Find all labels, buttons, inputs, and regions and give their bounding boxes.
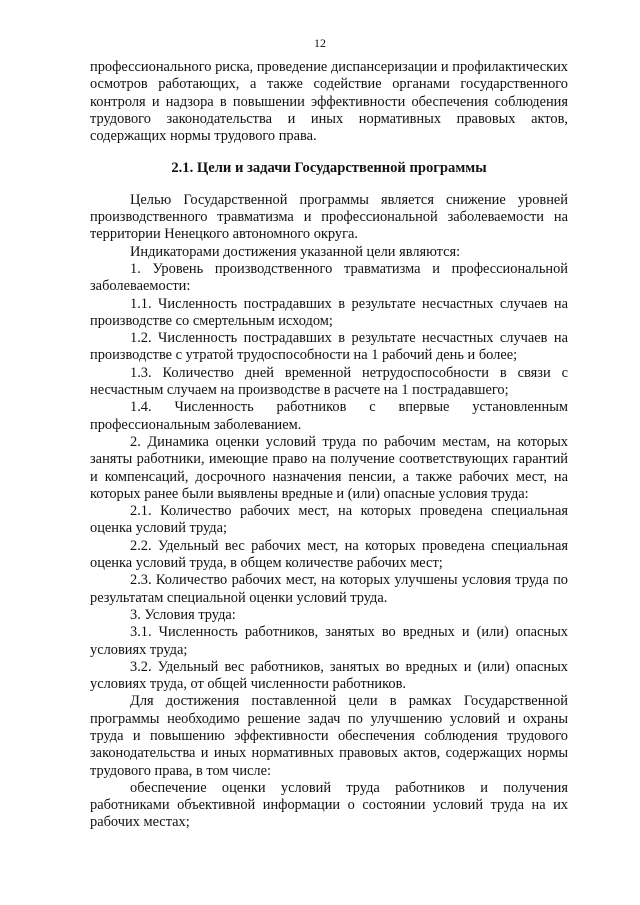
list-item-2-1: 2.1. Количество рабочих мест, на которых проведена специальная оценка условий труда; [90, 503, 568, 537]
paragraph-goal: Целью Государственной программы является снижение уровней производственного травматизма и профессиональной заболеваемости на территории Ненецкого автономного округа. [90, 191, 568, 243]
page-number: 12 [314, 36, 326, 50]
list-item-2-3: 2.3. Количество рабочих мест, на которых улучшены условия труда по результатам специальной оценки условий труда. [90, 572, 568, 606]
paragraph-tasks-intro: Для достижения поставленной цели в рамках Государственной программы необходимо решение задач по улучшению условий и охраны труда и повышению эффективности обеспечения соблюдения трудового законодательства и иных нормативных правовых актов, содержащих нормы трудового права, в том числе: [90, 693, 568, 779]
list-item-3: 3. Условия труда: [130, 606, 236, 623]
list-item-1-2: 1.2. Численность пострадавших в результате несчастных случаев на производстве с утратой трудоспособности на 1 рабочий день и более; [90, 330, 568, 364]
continuation-paragraph: профессионального риска, проведение диспансеризации и профилактических осмотров работающих, а также содействие органами государственного контроля и надзора в повышении эффективности обеспечения соблюдения трудового законодательства и иных нормативных правовых актов, содержащих нормы трудового права. [90, 59, 568, 145]
paragraph-task-1: обеспечение оценки условий труда работников и получения работниками объективной информации о состоянии условий труда на их рабочих местах; [90, 779, 568, 831]
document-body [90, 59, 568, 832]
list-item-1-4: 1.4. Численность работников с впервые установленным профессиональным заболеванием. [90, 399, 568, 433]
list-item-3-1: 3.1. Численность работников, занятых во вредных и (или) опасных условиях труда; [90, 624, 568, 658]
list-item-2-2: 2.2. Удельный вес рабочих мест, на которых проведена специальная оценка условий труда, в общем количестве рабочих мест; [90, 537, 568, 572]
list-item-1-3: 1.3. Количество дней временной нетрудоспособности в связи с несчастным случаем на производстве в расчете на 1 пострадавшего; [90, 364, 568, 399]
section-heading: 2.1. Цели и задачи Государственной программы [171, 160, 487, 177]
paragraph-indicators-intro: Индикаторами достижения указанной цели являются: [130, 243, 461, 260]
list-item-1-1: 1.1. Численность пострадавших в результате несчастных случаев на производстве со смертельным исходом; [90, 295, 568, 329]
list-item-3-2: 3.2. Удельный вес работников, занятых во вредных и (или) опасных условиях труда, от общей численности работников. [90, 658, 568, 693]
list-item-1: 1. Уровень производственного травматизма и профессиональной заболеваемости: [90, 260, 568, 295]
list-item-2: 2. Динамика оценки условий труда по рабочим местам, на которых заняты работники, имеющие право на получение соответствующих гарантий и компенсаций, досрочного назначения пенсии, а также рабочих мест, на которых ранее были выявлены вредные и (или) опасные условия труда: [90, 433, 568, 502]
